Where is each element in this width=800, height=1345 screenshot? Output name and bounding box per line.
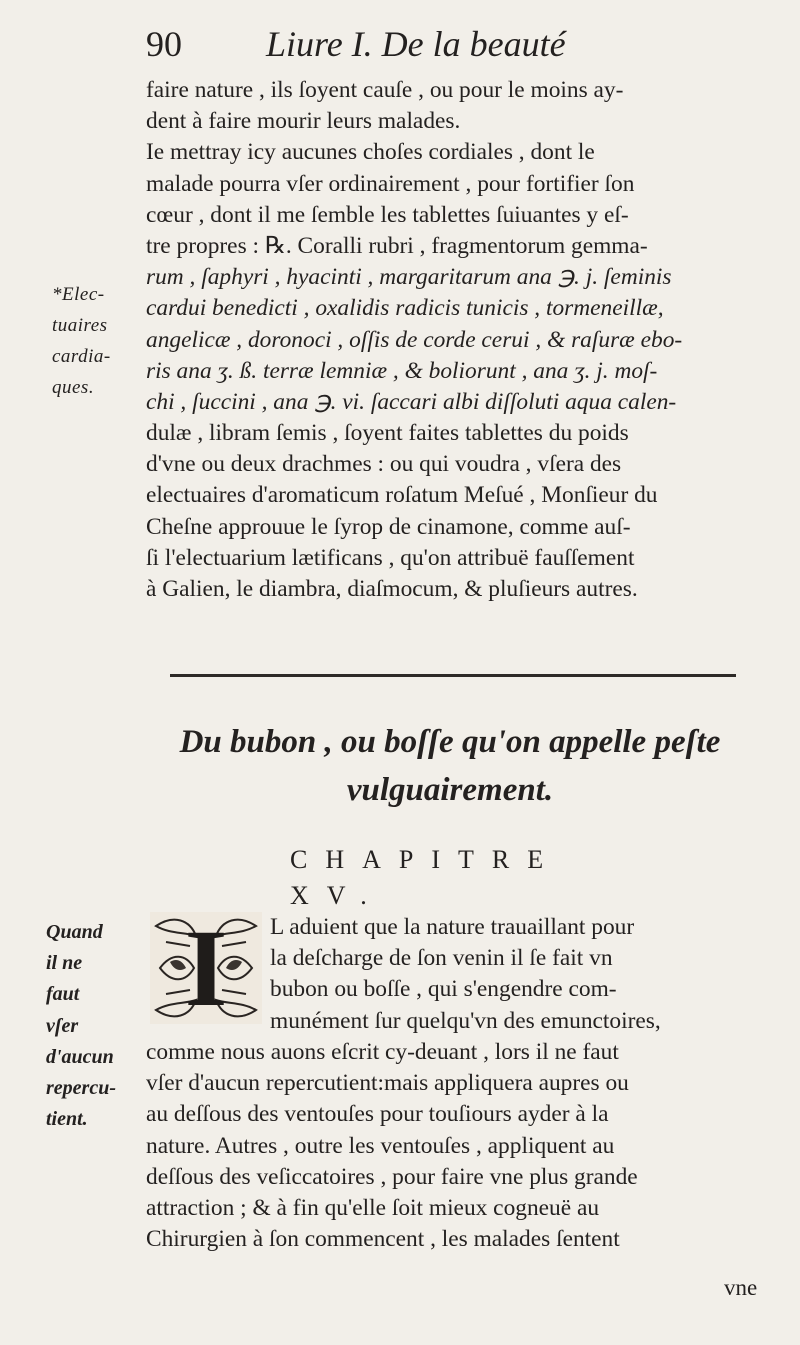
- text-line: electuaires d'aromaticum roſatum Meſué , Monſieur du: [146, 482, 658, 509]
- paragraph-block-3: [146, 1037, 760, 1255]
- running-title: Liure I. De la beauté: [266, 24, 566, 64]
- text-line: d'vne ou deux drachmes : ou qui voudra , vſera des: [146, 451, 622, 478]
- text-line: deſſous des veſiccatoires , pour faire vne plus grande: [146, 1163, 638, 1190]
- margin-note-line: Quand: [46, 921, 103, 943]
- text-line: Cheſne approuue le ſyrop de cinamone, comme auſ-: [146, 513, 631, 540]
- text-line: ris ana ʒ. ß. terræ lemniæ , & boliorunt , ana ʒ. j. moſ-: [146, 357, 658, 384]
- text-line: cardui benedicti , oxalidis radicis tunicis , tormeneillæ,: [146, 295, 664, 322]
- text-line: au deſſous des ventouſes pour touſiours ayder à la: [146, 1101, 609, 1128]
- margin-note-electuaires: [52, 279, 144, 403]
- paragraph-block-1: [146, 75, 760, 605]
- decorated-initial: [150, 912, 262, 1024]
- page-number: 90: [146, 24, 182, 64]
- initial-letter: I: [184, 912, 228, 1024]
- margin-note-line: il ne: [46, 952, 83, 975]
- running-header: [146, 22, 706, 66]
- margin-note-line: *Elec-: [52, 284, 105, 305]
- text-line: L aduient que la nature trauaillant pour: [270, 914, 635, 940]
- section-title-line: Du bubon , ou boſſe qu'on appelle peſte: [179, 724, 721, 760]
- text-line: vſer d'aucun repercutient:mais appliquera aupres ou: [146, 1070, 629, 1097]
- text-line: cœur , dont il me ſemble les tablettes ſuiuantes y eſ-: [146, 201, 629, 228]
- section-title: [130, 718, 770, 814]
- text-line: Ie mettray icy aucunes choſes cordiales , dont le: [146, 139, 595, 166]
- text-line: tre propres : ℞. Coralli rubri , fragmentorum gemma-: [146, 232, 648, 259]
- margin-note-quand: [46, 917, 156, 1135]
- text-line: chi , ſuccini , ana ℈. vi. ſaccari albi diſſoluti aqua calen-: [146, 388, 677, 415]
- margin-note-line: d'aucun: [46, 1045, 114, 1068]
- chapter-heading: CHAPITRE XV.: [290, 845, 562, 910]
- margin-note-line: cardia-: [52, 346, 111, 367]
- margin-note-line: tuaires: [52, 315, 108, 336]
- text-line: dulæ , libram ſemis , ſoyent faites tablettes du poids: [146, 420, 629, 447]
- text-line: dent à faire mourir leurs malades.: [146, 108, 461, 135]
- text-line: comme nous auons eſcrit cy-deuant , lors il ne faut: [146, 1039, 619, 1065]
- text-line: bubon ou boſſe , qui s'engendre com-: [270, 976, 617, 1003]
- text-line: malade pourra vſer ordinairement , pour fortifier ſon: [146, 170, 635, 197]
- section-title-line: vulguairement.: [346, 772, 554, 808]
- text-line: à Galien, le diambra, diaſmocum, & pluſieurs autres.: [146, 576, 638, 602]
- text-line: rum , ſaphyri , hyacinti , margaritarum ana ℈. j. ſeminis: [146, 264, 672, 291]
- text-line: la deſcharge de ſon venin il ſe fait vn: [270, 945, 613, 972]
- text-line: attraction ; & à fin qu'elle ſoit mieux cogneuë au: [146, 1194, 600, 1221]
- text-line: faire nature , ils ſoyent cauſe , ou pour le moins ay-: [146, 77, 624, 103]
- text-line: angelicæ , doronoci , oſſis de corde cerui , & raſuræ ebo-: [146, 326, 683, 353]
- margin-note-line: vſer: [46, 1014, 79, 1037]
- text-line: munément ſur quelqu'vn des emunctoires,: [270, 1007, 661, 1034]
- text-line: Chirurgien à ſon commencent , les malades ſentent: [146, 1226, 620, 1253]
- margin-note-line: ques.: [52, 377, 95, 398]
- section-divider: [170, 674, 736, 677]
- margin-note-line: tient.: [46, 1108, 88, 1131]
- paragraph-block-2: [270, 912, 762, 1037]
- margin-note-line: faut: [46, 983, 80, 1006]
- text-line: ſi l'electuarium lætificans , qu'on attribuë fauſſement: [146, 544, 635, 571]
- text-line: nature. Autres , outre les ventouſes , appliquent au: [146, 1132, 615, 1159]
- margin-note-line: repercu-: [46, 1077, 116, 1100]
- catchword: vne: [724, 1275, 758, 1300]
